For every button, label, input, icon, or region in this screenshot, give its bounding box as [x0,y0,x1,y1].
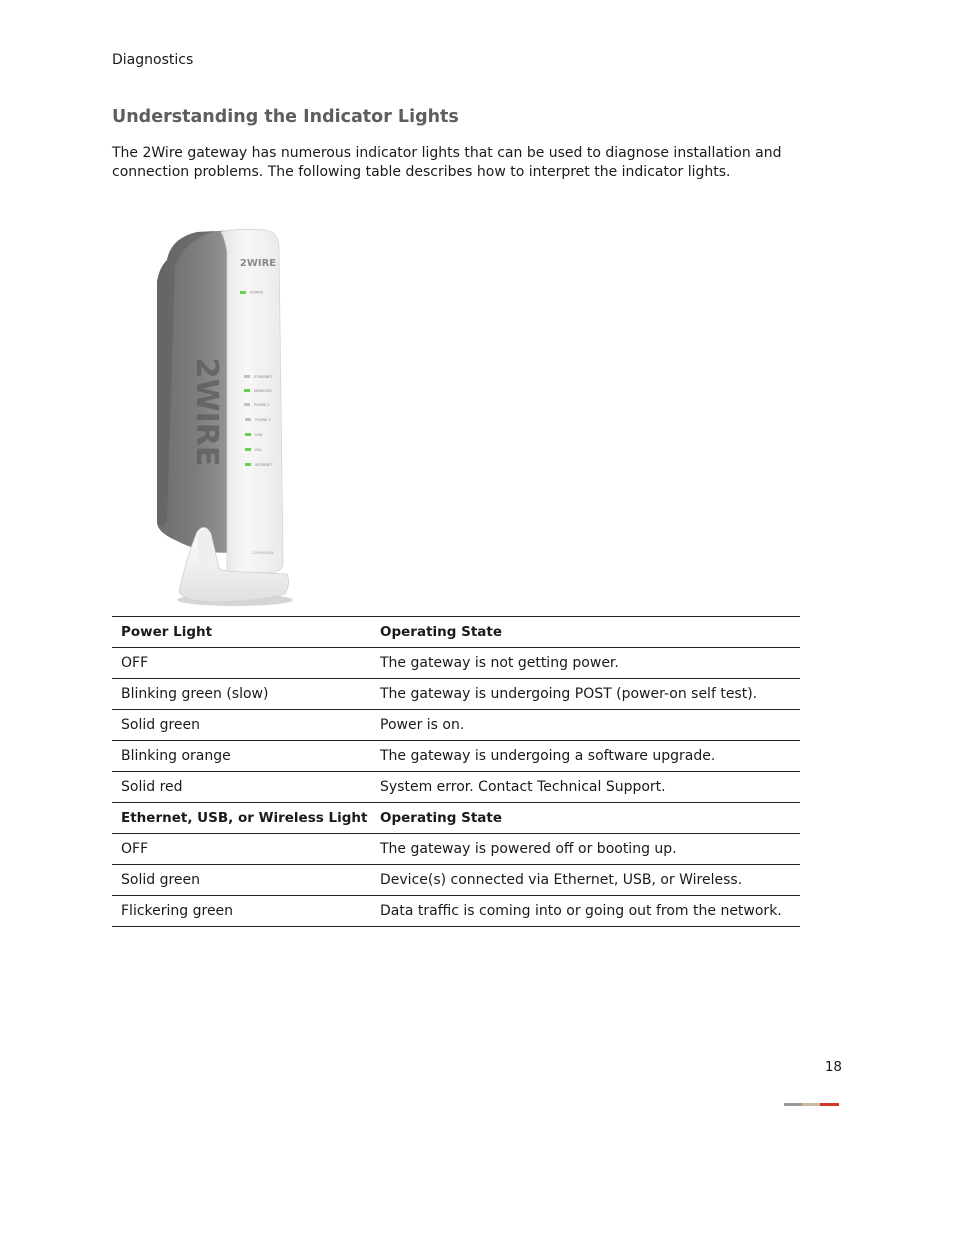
table-row [112,834,800,865]
table-row [112,772,800,803]
table-row [112,679,800,710]
table-header-row [112,803,800,834]
table-row [112,648,800,679]
light-cell: Solid red [112,772,371,803]
table-row [112,865,800,896]
led-label: DSL [255,448,262,452]
state-cell: System error. Contact Technical Support. [371,772,800,803]
column-header-state: Operating State [371,617,800,648]
led-label: ETHERNET [254,375,273,379]
gateway-device-image [145,222,305,612]
light-cell: Blinking green (slow) [112,679,371,710]
state-cell: The gateway is not getting power. [371,648,800,679]
led-label: WIRELESS [254,389,272,393]
accent-segment [820,1103,839,1106]
side-logo: 2WIRE [189,357,224,467]
table-row [112,896,800,927]
accent-segment [802,1103,820,1106]
light-cell: Blinking orange [112,741,371,772]
led-power [240,291,264,295]
intro-paragraph: The 2Wire gateway has numerous indicator lights that can be used to diagnose installation and connection problems. The following table describes how to interpret the indicator lights. [112,145,782,180]
column-header-light: Power Light [112,617,371,648]
state-cell: The gateway is undergoing POST (power-on self test). [371,679,800,710]
section-label: Diagnostics [112,52,194,68]
page-number: 18 [824,1059,842,1075]
column-header-state: Operating State [371,803,800,834]
led-label: PHONE 1 [254,403,270,407]
table-header-row [112,617,800,648]
led-label: PHONE 2 [255,418,271,422]
light-cell: Solid green [112,865,371,896]
state-cell: Data traffic is coming into or going out from the network. [371,896,800,927]
led-label: POWER [250,290,263,295]
light-cell: Flickering green [112,896,371,927]
table-row [112,741,800,772]
light-cell: Solid green [112,710,371,741]
light-cell: OFF [112,648,371,679]
accent-segment [784,1103,802,1106]
face-logo: 2WIRE [239,258,277,269]
state-cell: Device(s) connected via Ethernet, USB, or Wireless. [371,865,800,896]
led-label: USB [255,433,263,437]
model-label: 2701HGV-W [252,551,274,555]
state-cell: Power is on. [371,710,800,741]
state-cell: The gateway is powered off or booting up. [371,834,800,865]
table-row [112,710,800,741]
light-cell: OFF [112,834,371,865]
state-cell: The gateway is undergoing a software upgrade. [371,741,800,772]
column-header-light: Ethernet, USB, or Wireless Light [112,803,371,834]
page-title: Understanding the Indicator Lights [112,107,459,127]
led-label: INTERNET [255,463,273,467]
indicator-lights-table [112,616,800,927]
